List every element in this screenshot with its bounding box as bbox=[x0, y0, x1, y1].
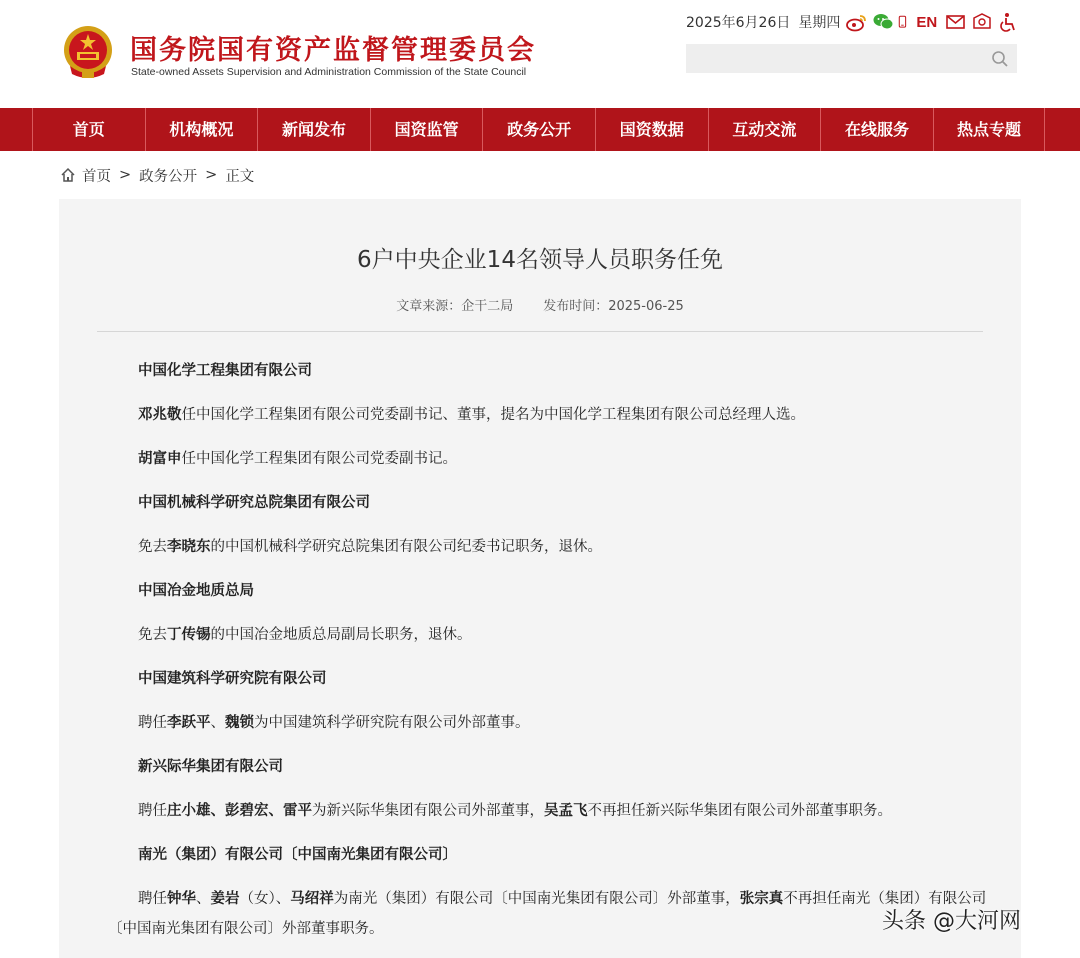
appointment-text: 的中国机械科学研究总院集团有限公司纪委书记职务，退休。 bbox=[210, 539, 602, 555]
accessibility-icon[interactable] bbox=[997, 12, 1019, 32]
search-icon[interactable] bbox=[991, 50, 1009, 68]
current-weekday: 星期四 bbox=[798, 15, 841, 31]
person-name: 丁传锡 bbox=[167, 627, 211, 643]
appointment-text: 为南光（集团）有限公司〔中国南光集团有限公司〕外部董事， bbox=[333, 891, 740, 907]
nav-item-about[interactable]: 机构概况 bbox=[145, 108, 258, 151]
nav-item-supervision[interactable]: 国资监管 bbox=[370, 108, 483, 151]
article-title: 6户中央企业14名领导人员职务任免 bbox=[357, 247, 723, 273]
nav-item-interaction[interactable]: 互动交流 bbox=[708, 108, 821, 151]
person-name: 李晓东 bbox=[167, 539, 211, 555]
company-heading: 中国化学工程集团有限公司 bbox=[138, 363, 312, 379]
wechat-icon[interactable] bbox=[872, 12, 894, 32]
nav-item-online-service[interactable]: 在线服务 bbox=[820, 108, 933, 151]
site-header bbox=[0, 0, 1080, 108]
appointment-paragraph bbox=[108, 877, 988, 944]
appointment-text: 免去 bbox=[138, 539, 167, 555]
mail-icon[interactable] bbox=[945, 12, 967, 32]
current-date: 2025年6月26日 bbox=[686, 15, 791, 31]
company-heading: 新兴际华集团有限公司 bbox=[138, 759, 283, 775]
watermark: 头条 @大河网 bbox=[882, 909, 1021, 934]
appointment-paragraph bbox=[108, 437, 988, 481]
nav-item-topics[interactable]: 热点专题 bbox=[933, 108, 1046, 151]
appointment-paragraph bbox=[108, 701, 988, 745]
appointment-text: （女）、 bbox=[239, 891, 291, 907]
article-body bbox=[108, 349, 988, 944]
appointment-paragraph bbox=[108, 393, 988, 437]
appointment-text: 、 bbox=[210, 715, 225, 731]
top-utility-bar bbox=[686, 10, 1023, 34]
person-name: 邓兆敬 bbox=[138, 407, 182, 423]
breadcrumb-separator: > bbox=[205, 167, 218, 183]
person-name: 马绍祥 bbox=[290, 891, 334, 907]
appointment-text: 免去 bbox=[138, 627, 167, 643]
person-name: 吴孟飞 bbox=[544, 803, 588, 819]
appointment-text: 任中国化学工程集团有限公司党委副书记。 bbox=[181, 451, 457, 467]
appointment-text: 聘任 bbox=[138, 803, 167, 819]
person-name: 张宗真 bbox=[739, 891, 784, 907]
article-source: 文章来源：企干二局 bbox=[396, 299, 514, 314]
company-heading: 南光（集团）有限公司〔中国南光集团有限公司〕 bbox=[138, 847, 457, 863]
nav-item-data[interactable]: 国资数据 bbox=[595, 108, 708, 151]
site-subtitle: State-owned Assets Supervision and Administration Commission of the State Council bbox=[131, 66, 527, 78]
search-input[interactable] bbox=[686, 44, 976, 73]
appointment-text: 不再担任南光（集团）有限公司〔中国南光集团有限公司〕外部董事职务。 bbox=[108, 891, 987, 937]
person-name: 胡富申 bbox=[138, 451, 182, 467]
weibo-icon[interactable] bbox=[846, 12, 868, 32]
breadcrumb-section[interactable]: 政务公开 bbox=[139, 168, 198, 185]
english-version-link[interactable]: EN bbox=[916, 13, 938, 31]
breadcrumb bbox=[60, 164, 254, 186]
breadcrumb-home[interactable]: 首页 bbox=[82, 168, 111, 185]
home-icon bbox=[60, 167, 76, 183]
appointment-text: 任中国化学工程集团有限公司党委副书记、董事，提名为中国化学工程集团有限公司总经理人选。 bbox=[181, 407, 805, 423]
main-nav bbox=[0, 108, 1080, 151]
person-name: 钟华 bbox=[167, 891, 196, 907]
article-meta bbox=[59, 295, 1021, 314]
appointment-text: 为中国建筑科学研究院有限公司外部董事。 bbox=[254, 715, 530, 731]
site-title[interactable]: 国务院国有资产监督管理委员会 bbox=[130, 35, 536, 66]
breadcrumb-current: 正文 bbox=[225, 168, 255, 185]
company-heading: 中国机械科学研究总院集团有限公司 bbox=[138, 495, 370, 511]
appointment-paragraph bbox=[108, 525, 988, 569]
mobile-icon[interactable] bbox=[898, 12, 912, 32]
feedback-icon[interactable] bbox=[971, 12, 993, 32]
nav-item-public-affairs[interactable]: 政务公开 bbox=[482, 108, 595, 151]
appointment-paragraph bbox=[108, 613, 988, 657]
person-name: 李跃平 bbox=[167, 715, 211, 731]
appointment-text: 为新兴际华集团有限公司外部董事， bbox=[312, 803, 544, 819]
search-box bbox=[686, 44, 1017, 73]
article-container bbox=[59, 199, 1021, 958]
person-name: 庄小雄、彭碧宏、雷平 bbox=[167, 803, 312, 819]
breadcrumb-separator: > bbox=[119, 167, 132, 183]
person-name: 魏锁 bbox=[225, 715, 254, 731]
title-divider bbox=[97, 331, 983, 332]
appointment-text: 聘任 bbox=[138, 715, 167, 731]
nav-item-news[interactable]: 新闻发布 bbox=[257, 108, 370, 151]
appointment-text: 的中国冶金地质总局副局长职务，退休。 bbox=[210, 627, 472, 643]
appointment-text: 聘任 bbox=[138, 891, 167, 907]
company-heading: 中国冶金地质总局 bbox=[138, 583, 254, 599]
article-date: 发布时间：2025-06-25 bbox=[543, 299, 684, 314]
person-name: 姜岩 bbox=[210, 891, 240, 907]
company-heading: 中国建筑科学研究院有限公司 bbox=[138, 671, 327, 687]
national-emblem-icon[interactable] bbox=[60, 24, 116, 82]
appointment-paragraph bbox=[108, 789, 988, 833]
nav-item-home[interactable]: 首页 bbox=[32, 108, 145, 151]
appointment-text: 、 bbox=[196, 891, 211, 907]
appointment-text: 不再担任新兴际华集团有限公司外部董事职务。 bbox=[587, 803, 892, 819]
